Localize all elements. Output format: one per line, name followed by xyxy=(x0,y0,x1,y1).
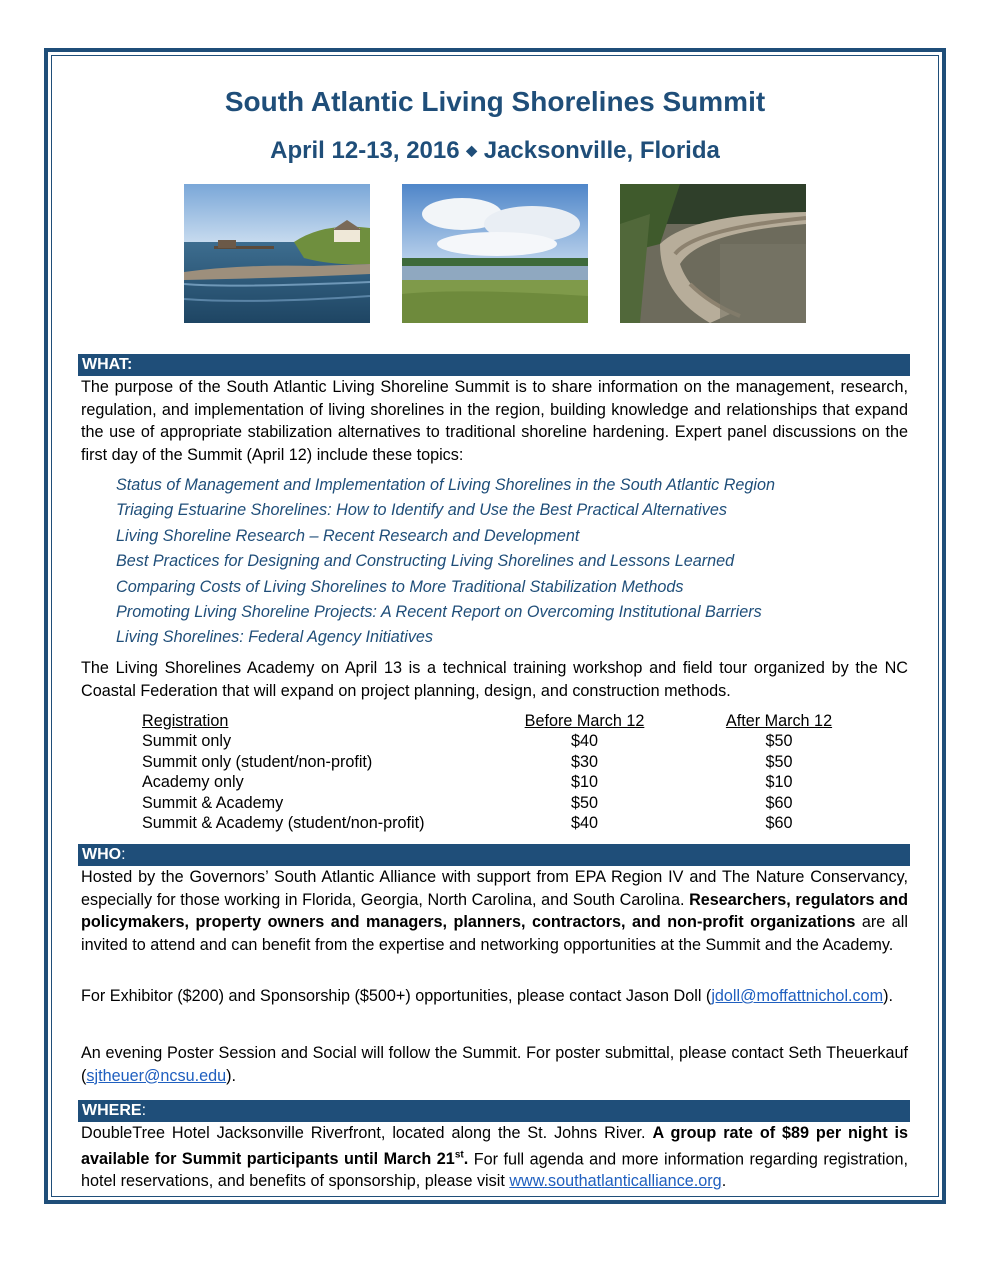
exhibitor-text-end: ). xyxy=(883,987,894,1005)
diamond-separator-icon: ◆ xyxy=(466,142,478,158)
poster-text-end: ). xyxy=(226,1066,237,1085)
table-row xyxy=(142,772,886,792)
price-before: $40 xyxy=(570,732,598,751)
what-intro-paragraph: The purpose of the South Atlantic Living Shoreline Summit is to share information on the management, research, regulation, and implementation of living shorelines in the region, building knowledge and relationships that expand the use of appropriate stabilization alternatives to traditional shoreline hardening. Expert panel discussions on the first day of the Summit (April 12) include these topics: xyxy=(81,378,908,464)
event-subtitle xyxy=(0,137,990,165)
table-row xyxy=(142,731,886,751)
where-section-heading xyxy=(78,1100,910,1122)
registration-table xyxy=(142,711,886,833)
where-text: DoubleTree Hotel Jacksonville Riverfront, located along the St. Johns River. xyxy=(81,1124,653,1142)
price-after: $60 xyxy=(765,814,793,833)
email-link-jdoll[interactable]: jdoll@moffattnichol.com xyxy=(711,987,884,1005)
exhibitor-text: For Exhibitor ($200) and Sponsorship ($500+) opportunities, please contact Jason Doll ( xyxy=(81,987,712,1005)
who-bold-text: Researchers, regulators and policymakers, property owners and managers, planners, contractors, and non-profit organizations xyxy=(81,890,908,931)
ordinal-suffix: st xyxy=(454,1149,464,1161)
table-row xyxy=(142,752,886,772)
heading-colon: : xyxy=(141,1102,147,1119)
list-item: Status of Management and Implementation of Living Shorelines in the South Atlantic Region xyxy=(116,476,775,494)
registration-type: Summit only xyxy=(142,732,232,751)
who-paragraph xyxy=(81,866,908,956)
registration-type: Summit only (student/non-profit) xyxy=(142,752,373,771)
website-link[interactable]: www.southatlanticalliance.org xyxy=(509,1172,722,1191)
who-section-heading xyxy=(78,844,910,866)
page-title: South Atlantic Living Shorelines Summit xyxy=(224,86,766,117)
table-header-row xyxy=(142,711,886,731)
price-before: $50 xyxy=(570,793,598,812)
exhibitor-paragraph xyxy=(81,985,908,1008)
where-heading-label: WHERE xyxy=(82,1102,142,1119)
list-item: Triaging Estuarine Shorelines: How to Identify and Use the Best Practical Alternatives xyxy=(116,501,727,520)
what-section-heading: WHAT: xyxy=(78,354,910,376)
registration-type: Summit & Academy xyxy=(142,793,284,812)
registration-type: Academy only xyxy=(142,773,244,792)
column-header: Before March 12 xyxy=(524,712,645,730)
table-row xyxy=(142,793,886,813)
poster-text: An evening Poster Session and Social will follow the Summit. For poster submittal, please contact Seth Theuerkauf ( xyxy=(81,1044,908,1085)
who-heading-label: WHO xyxy=(82,846,122,863)
list-item: Living Shoreline Research – Recent Research and Development xyxy=(116,526,580,545)
price-before: $30 xyxy=(570,752,598,771)
column-header: After March 12 xyxy=(725,712,833,730)
where-text-end: . xyxy=(721,1172,727,1191)
table-row xyxy=(142,813,886,833)
poster-paragraph xyxy=(81,1042,908,1087)
list-item: Living Shorelines: Federal Agency Initiatives xyxy=(116,628,434,647)
group-rate-label: A group rate of $89 per night is available for Summit participants until March 21 xyxy=(81,1124,908,1168)
heading-colon: : xyxy=(121,846,126,863)
marsh-landscape-photo xyxy=(402,184,588,323)
registration-type: Summit & Academy (student/non-profit) xyxy=(142,814,425,833)
oyster-reef-photo xyxy=(620,184,806,323)
price-before: $40 xyxy=(570,814,598,833)
email-link-sjtheuer[interactable]: sjtheuer@ncsu.edu xyxy=(86,1066,227,1085)
column-header: Registration xyxy=(142,712,229,730)
academy-paragraph: The Living Shorelines Academy on April 13 is a technical training workshop and field tour organized by the NC Coastal Federation that will expand on project planning, design, and construction methods. xyxy=(81,659,908,700)
who-text-end: are all invited to attend and can benefit from the expertise and networking opportunities at the Summit and the Academy. xyxy=(81,913,908,954)
event-location: Jacksonville, Florida xyxy=(483,137,720,164)
price-after: $60 xyxy=(765,793,793,812)
price-after: $10 xyxy=(765,773,793,792)
who-text: Hosted by the Governors’ South Atlantic Alliance with support from EPA Region IV and The Nature Conservancy, especially for those working in Florida, Georgia, North Carolina, and South Carolina. xyxy=(81,868,908,909)
price-after: $50 xyxy=(765,732,793,751)
topic-list xyxy=(116,473,775,651)
where-text-mid: For full agenda and more information regarding registration, hotel reservations, and benefits of sponsorship, please visit xyxy=(81,1149,908,1191)
list-item: Comparing Costs of Living Shorelines to More Traditional Stabilization Methods xyxy=(116,577,684,596)
list-item: Promoting Living Shoreline Projects: A Recent Report on Overcoming Institutional Barriers xyxy=(116,603,762,622)
where-paragraph xyxy=(81,1122,908,1193)
price-after: $50 xyxy=(765,752,793,771)
event-date: April 12-13, 2016 xyxy=(270,137,460,164)
breakwater-house-photo xyxy=(184,184,370,323)
price-before: $10 xyxy=(570,773,598,792)
list-item: Best Practices for Designing and Constructing Living Shorelines and Lessons Learned xyxy=(116,552,735,571)
group-rate-end: . xyxy=(463,1149,469,1168)
